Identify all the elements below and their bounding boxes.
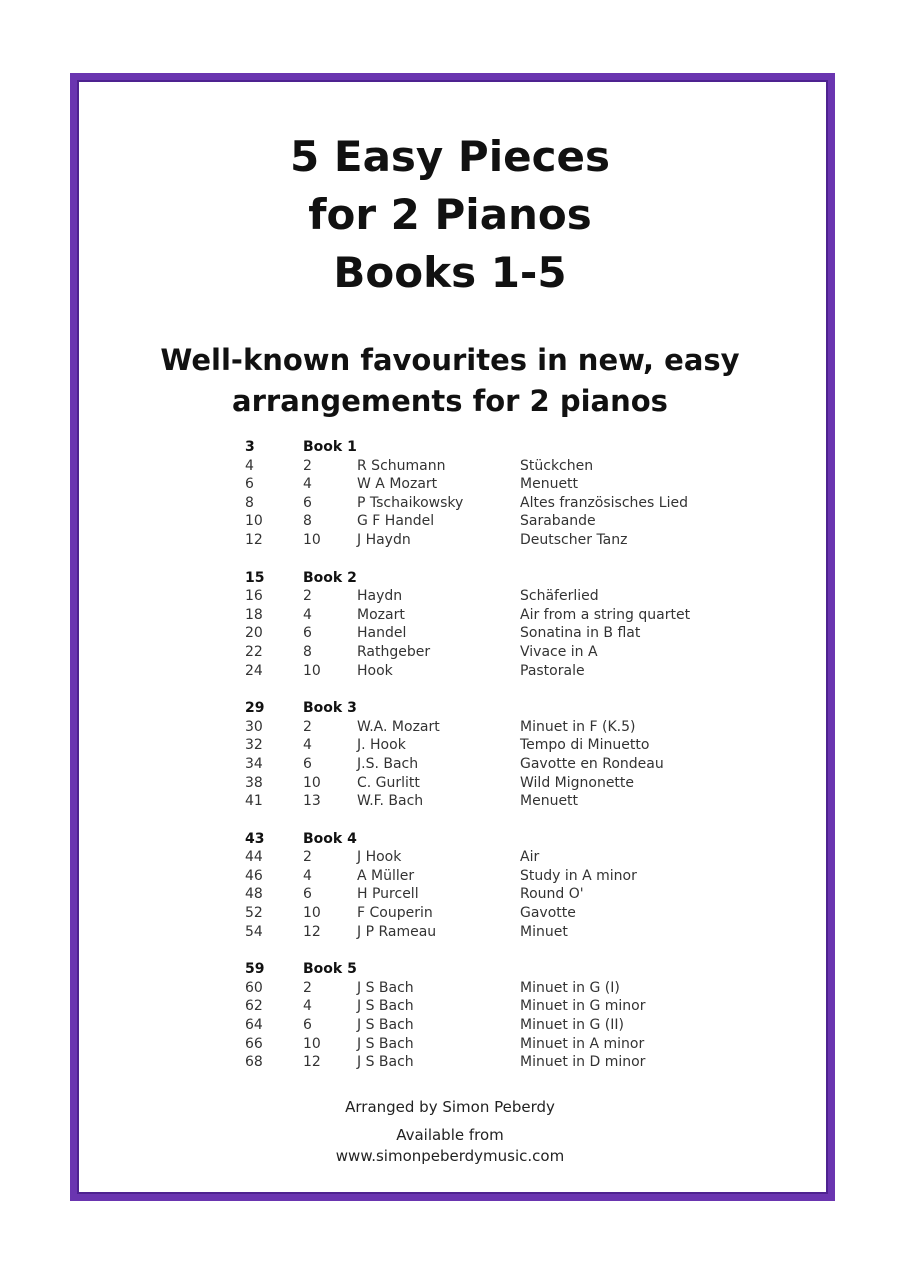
page-number: 62 [245, 998, 263, 1015]
piece-number: 2 [303, 457, 312, 474]
page-number: 18 [245, 606, 263, 623]
page-number: 52 [245, 905, 263, 922]
piece-number: 8 [303, 643, 312, 660]
composer: C. Gurlitt [357, 774, 420, 791]
availability [0, 1125, 900, 1167]
composer: Rathgeber [357, 643, 431, 660]
piece-title: Gavotte en Rondeau [520, 755, 664, 772]
piece-title: Study in A minor [520, 867, 637, 884]
composer: J Hook [357, 849, 402, 866]
page-number: 4 [245, 457, 254, 474]
book-label: Book 2 [303, 569, 357, 586]
book-heading [245, 569, 725, 588]
piece-number: 10 [303, 905, 321, 922]
website-link[interactable]: www.simonpeberdymusic.com [335, 1147, 565, 1165]
page-number: 30 [245, 718, 263, 735]
piece-number: 6 [303, 625, 312, 642]
piece-title: Minuet in A minor [520, 1035, 645, 1052]
page-number: 32 [245, 737, 263, 754]
composer: J Haydn [357, 531, 411, 548]
piece-title: Tempo di Minuetto [520, 737, 650, 754]
piece-number: 10 [303, 531, 321, 548]
page-number: 64 [245, 1017, 263, 1034]
piece-number: 4 [303, 476, 312, 493]
composer: Mozart [357, 606, 405, 623]
composer: J P Rameau [357, 923, 437, 940]
contents-row [245, 867, 725, 886]
contents-row [245, 1016, 725, 1035]
contents-table [245, 438, 725, 1091]
piece-number: 2 [303, 979, 312, 996]
piece-number: 13 [303, 793, 321, 810]
contents-row [245, 587, 725, 606]
piece-title: Stückchen [520, 457, 594, 474]
book-section [245, 438, 725, 550]
page-number: 54 [245, 923, 263, 940]
page-number: 8 [245, 494, 254, 511]
composer: W.A. Mozart [357, 718, 440, 735]
piece-title: Sonatina in B flat [520, 625, 641, 642]
page-number: 60 [245, 979, 263, 996]
contents-row [245, 662, 725, 681]
book-label: Book 4 [303, 830, 357, 847]
piece-number: 10 [303, 662, 321, 679]
piece-title: Menuett [520, 793, 579, 810]
piece-title: Sarabande [520, 513, 596, 530]
subtitle [0, 340, 900, 422]
composer: J S Bach [357, 1017, 414, 1034]
page-number: 10 [245, 513, 263, 530]
piece-title: Schäferlied [520, 588, 599, 605]
piece-number: 12 [303, 1054, 321, 1071]
contents-row [245, 1035, 725, 1054]
composer: A Müller [357, 867, 415, 884]
piece-title: Minuet in G minor [520, 998, 646, 1015]
book-heading [245, 830, 725, 849]
piece-title: Air from a string quartet [520, 606, 691, 623]
available-from: Available from [396, 1126, 504, 1144]
page-number: 16 [245, 588, 263, 605]
composer: Haydn [357, 588, 403, 605]
subtitle-line: Well-known favourites in new, easy [160, 343, 740, 377]
contents-row [245, 1053, 725, 1072]
page-number: 22 [245, 643, 263, 660]
composer: Hook [357, 662, 393, 679]
piece-number: 6 [303, 755, 312, 772]
piece-title: Minuet in G (II) [520, 1017, 624, 1034]
contents-row [245, 624, 725, 643]
book-page: 3 [245, 439, 255, 455]
book-section [245, 699, 725, 811]
book-heading [245, 438, 725, 457]
composer: F Couperin [357, 905, 433, 922]
piece-number: 2 [303, 849, 312, 866]
contents-row [245, 475, 725, 494]
page-number: 6 [245, 476, 254, 493]
contents-row [245, 512, 725, 531]
piece-number: 4 [303, 998, 312, 1015]
book-page: 59 [245, 961, 265, 978]
piece-title: Vivace in A [520, 643, 598, 660]
piece-number: 4 [303, 737, 312, 754]
composer: R Schumann [357, 457, 446, 474]
piece-number: 6 [303, 1017, 312, 1034]
piece-number: 6 [303, 494, 312, 511]
book-section [245, 569, 725, 681]
piece-number: 10 [303, 1035, 321, 1052]
contents-row [245, 531, 725, 550]
composer: G F Handel [357, 513, 435, 530]
title-line: for 2 Pianos [308, 190, 592, 239]
book-section [245, 830, 725, 942]
contents-row [245, 736, 725, 755]
piece-number: 2 [303, 588, 312, 605]
contents-row [245, 718, 725, 737]
composer: J S Bach [357, 998, 414, 1015]
title-line: Books 1-5 [333, 248, 567, 297]
contents-row [245, 885, 725, 904]
page-number: 34 [245, 755, 263, 772]
piece-title: Minuet in D minor [520, 1054, 646, 1071]
piece-number: 10 [303, 774, 321, 791]
book-label: Book 1 [303, 439, 357, 455]
page-number: 38 [245, 774, 263, 791]
piece-number: 8 [303, 513, 312, 530]
contents-row [245, 792, 725, 811]
book-section [245, 960, 725, 1072]
composer: J S Bach [357, 1035, 414, 1052]
composer: J.S. Bach [357, 755, 419, 772]
piece-title: Air [520, 849, 540, 866]
composer: J S Bach [357, 1054, 414, 1071]
composer: Handel [357, 625, 407, 642]
piece-number: 6 [303, 886, 312, 903]
composer: J S Bach [357, 979, 414, 996]
page-title [0, 128, 900, 302]
piece-title: Minuet in F (K.5) [520, 718, 636, 735]
book-label: Book 3 [303, 700, 357, 717]
contents-row [245, 848, 725, 867]
page-number: 44 [245, 849, 263, 866]
book-page: 43 [245, 830, 265, 847]
book-heading [245, 699, 725, 718]
page-number: 66 [245, 1035, 263, 1052]
title-line: 5 Easy Pieces [290, 132, 610, 181]
subtitle-line: arrangements for 2 pianos [232, 384, 668, 418]
arranged-by: Arranged by Simon Peberdy [345, 1098, 555, 1116]
piece-title: Pastorale [520, 662, 585, 679]
composer: W A Mozart [357, 476, 438, 493]
piece-number: 2 [303, 718, 312, 735]
piece-title: Round O' [520, 886, 584, 903]
piece-title: Gavotte [520, 905, 576, 922]
page-number: 20 [245, 625, 263, 642]
page-number: 12 [245, 531, 263, 548]
contents-row [245, 923, 725, 942]
contents-row [245, 606, 725, 625]
piece-title: Menuett [520, 476, 579, 493]
contents-row [245, 774, 725, 793]
piece-title: Wild Mignonette [520, 774, 635, 791]
page-number: 68 [245, 1054, 263, 1071]
book-page: 15 [245, 569, 265, 586]
book-page: 29 [245, 700, 265, 717]
piece-number: 4 [303, 867, 312, 884]
piece-number: 12 [303, 923, 321, 940]
contents-row [245, 457, 725, 476]
contents-row [245, 904, 725, 923]
composer: P Tschaikowsky [357, 494, 464, 511]
contents-row [245, 979, 725, 998]
composer: J. Hook [357, 737, 406, 754]
contents-row [245, 755, 725, 774]
contents-row [245, 997, 725, 1016]
page-number: 46 [245, 867, 263, 884]
page-number: 24 [245, 662, 263, 679]
page-number: 41 [245, 793, 263, 810]
contents-row [245, 643, 725, 662]
book-heading [245, 960, 725, 979]
composer: W.F. Bach [357, 793, 424, 810]
piece-number: 4 [303, 606, 312, 623]
book-label: Book 5 [303, 961, 357, 978]
contents-row [245, 494, 725, 513]
piece-title: Deutscher Tanz [520, 531, 628, 548]
piece-title: Altes französisches Lied [520, 494, 688, 511]
composer: H Purcell [357, 886, 419, 903]
piece-title: Minuet in G (I) [520, 979, 620, 996]
page-number: 48 [245, 886, 263, 903]
piece-title: Minuet [520, 923, 568, 940]
